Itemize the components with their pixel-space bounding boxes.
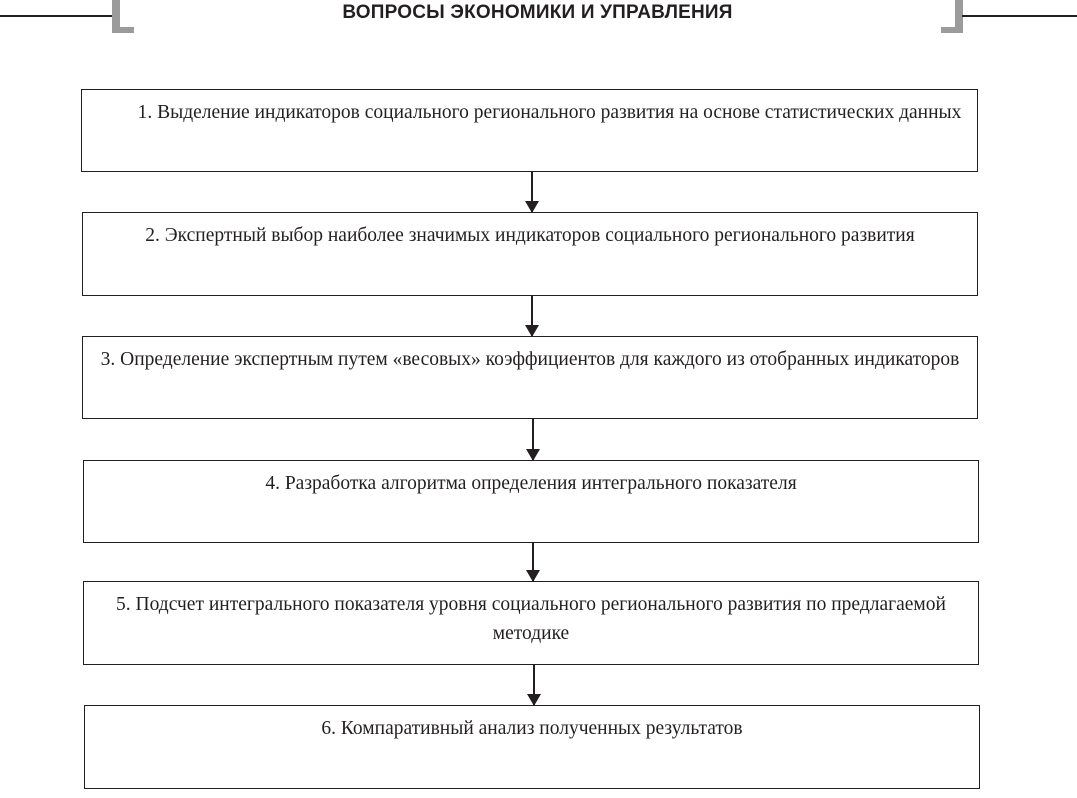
- header-bracket-right-foot: [941, 27, 963, 33]
- flow-arrow-5-to-6: [533, 665, 535, 705]
- flow-arrow-3-to-4: [532, 419, 534, 460]
- flow-step-3-text: 3. Определение экспертным путем «весовых» коэффициентов для каждого из отобранных индикаторов: [100, 349, 960, 370]
- flow-arrow-1-to-2: [531, 172, 533, 212]
- flow-step-4-text: 4. Разработка алгоритма определения интегрального показателя: [265, 473, 797, 494]
- header-rule-left: [0, 15, 116, 17]
- page-header-title: ВОПРОСЫ ЭКОНОМИКИ И УПРАВЛЕНИЯ: [342, 2, 733, 23]
- flow-step-6-text: 6. Компаративный анализ полученных результатов: [321, 718, 743, 739]
- header-bracket-left-foot: [112, 27, 134, 33]
- flow-step-5-text: 5. Подсчет интегрального показателя уровня социального регионального развития по предлагаемой методике: [116, 594, 946, 644]
- flow-step-3: [82, 336, 978, 419]
- flow-step-6: [84, 705, 980, 789]
- header-rule-right: [962, 15, 1077, 17]
- flow-step-2: [82, 212, 978, 296]
- flow-arrow-2-to-3: [531, 296, 533, 336]
- flow-step-2-text: 2. Экспертный выбор наиболее значимых индикаторов социального регионального развития: [145, 225, 915, 246]
- flow-step-4: [83, 460, 979, 543]
- flow-step-1-text: 1. Выделение индикаторов социального регионального развития на основе статистических данных: [137, 102, 962, 123]
- flow-step-1: [81, 89, 978, 172]
- flow-arrow-4-to-5: [532, 543, 534, 581]
- flow-step-5: [83, 581, 979, 665]
